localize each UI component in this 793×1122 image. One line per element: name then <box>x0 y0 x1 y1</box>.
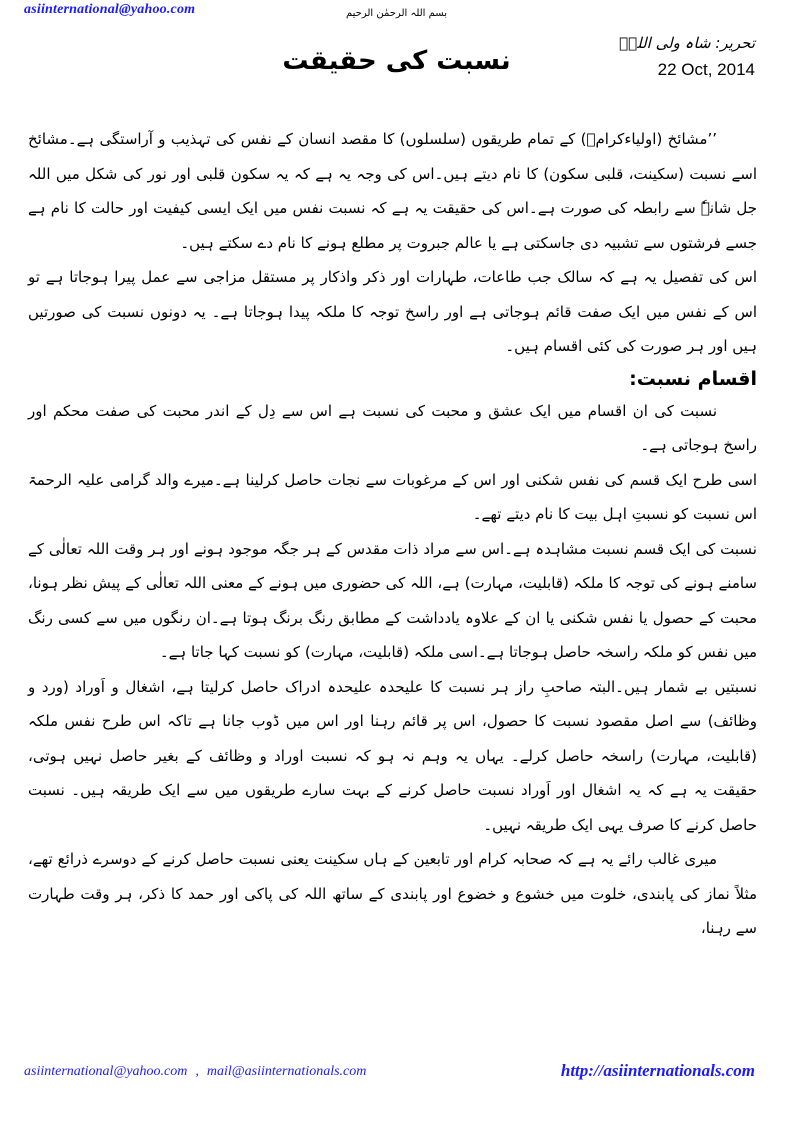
paragraph: نسبت کی ان اقسام میں ایک عشق و محبت کی نسبت ہے اس سے دِل کے اندر محبت کی صفت محکم اور راسخ ہوجاتی ہے۔ <box>28 401 757 454</box>
bismillah: بسم اللہ الرحمٰن الرحیم <box>345 8 447 19</box>
publish-date: 22 Oct, 2014 <box>657 60 755 79</box>
footer-email-link-2[interactable]: mail@asiinternationals.com <box>206 1064 367 1079</box>
paragraph: میری غالب رائے یہ ہے کہ صحابہ کرام اور تابعین کے ہاں سکینت یعنی نسبت حاصل کرنے کے دوسرے ذرائع تھے، مثلاً نماز کی پابندی، خلوت میں خشوع و خضوع اور پابندی کے ساتھ اللہ کی پاکی اور حمد کا ذکر، ہر وقت طہارت سے رہنا، <box>28 850 757 937</box>
footer-website-link[interactable]: http://asiinternationals.com <box>560 1061 755 1080</box>
paragraph: اسی طرح ایک قسم کی نفس شکنی اور اس کے مرغوبات سے نجات حاصل کرلینا ہے۔میرے والد گرامی علیہ الرحمۃ اس نسبت کو نسبتِ اہل بیت کا نام دیتے تھے۔ <box>28 470 757 523</box>
paragraph: اس کی تفصیل یہ ہے کہ سالک جب طاعات، طہارات اور ذکر واذکار پر مستقل مزاجی سے عمل پیرا ہوجاتا ہے تو اس کے نفس میں ایک صفت قائم ہوجاتی ہے اور راسخ توجہ کا ملکہ پیدا ہوجاتا ہے۔ یہ دونوں نسبت کی صورتیں ہیں اور ہر صورت کی کئی اقسام ہیں۔ <box>28 268 757 355</box>
page-title: نسبت کی حقیقت <box>282 46 511 76</box>
paragraph: نسبتیں بے شمار ہیں۔البتہ صاحبِ راز ہر نسبت کا علیحدہ علیحدہ ادراک حاصل کرلیتا ہے، اشغال و اَوراد (ورد و وظائف) سے اصل مقصود نسبت کا حصول، اس پر قائم رہنا اور اس میں ڈوب جانا ہے تاکہ اس طرح نفس ملکہ (قابلیت، مہارت) راسخہ حاصل کرلے۔ یہاں یہ وہم نہ ہو کہ نسبت اوراد و وظائف کے بغیر حاصل نہیں ہوتی، حقیقت یہ ہے کہ یہ اشغال اور اَوراد نسبت حاصل کرنے کے بہت سارے طریقوں میں سے ایک طریقہ ہیں۔ نسبت حاصل کرنے کا صرف یہی ایک طریقہ نہیں۔ <box>28 677 757 834</box>
paragraph: نسبت کی ایک قسم نسبت مشاہدہ ہے۔اس سے مراد ذات مقدس کے ہر جگہ موجود ہونے اور ہر وقت اللہ تعالٰی کے سامنے ہونے کی توجہ کا ملکہ (قابلیت، مہارت) ہے، اللہ کی حضوری میں ہونے کے معنی اللہ تعالٰی کے پیش نظر ہونا، محبت کے حصول یا نفس شکنی یا ان کے علاوہ یادداشت کے مطابق رنگ برنگ ہوتا ہے۔ان رنگوں میں سے کسی رنگ میں نفس کو ملکہ راسخہ حاصل ہوجاتا ہے۔اسی ملکہ (قابلیت، مہارت) کو نسبت کہا جاتا ہے۔ <box>28 539 758 661</box>
footer-email-link-1[interactable]: asiinternational@yahoo.com <box>24 1064 188 1079</box>
footer-emails <box>24 1064 366 1080</box>
section-heading: اقسام نسبت: <box>629 367 757 390</box>
paragraph: ’’مشائخ (اولیاءکرامؒ) کے تمام طریقوں (سلسلوں) کا مقصد انسان کے نفس کی تہذیب و آراستگی ہے۔مشائخ اسے نسبت (سکینت، قلبی سکون) کا نام دیتے ہیں۔اس کی وجہ یہ ہے کہ یہ سکون قلبی اور نور کی شکل میں اللہ جل شانہٗ سے رابطہ کی صورت ہے۔اس کی حقیقت یہ ہے کہ نسبت نفس میں ایک ایسی کیفیت اور حالت کا نام ہے جسے فرشتوں سے تشبیہ دی جاسکتی ہے یا عالم جبروت پر مطلع ہونے کا نام دے سکتے ہیں۔ <box>28 130 757 252</box>
header-email-link[interactable]: asiinternational@yahoo.com <box>24 2 196 17</box>
author-byline: تحریر: شاہ ولی اللہؒ <box>619 34 755 52</box>
article-body <box>28 122 757 946</box>
footer-separator: , <box>195 1064 199 1079</box>
